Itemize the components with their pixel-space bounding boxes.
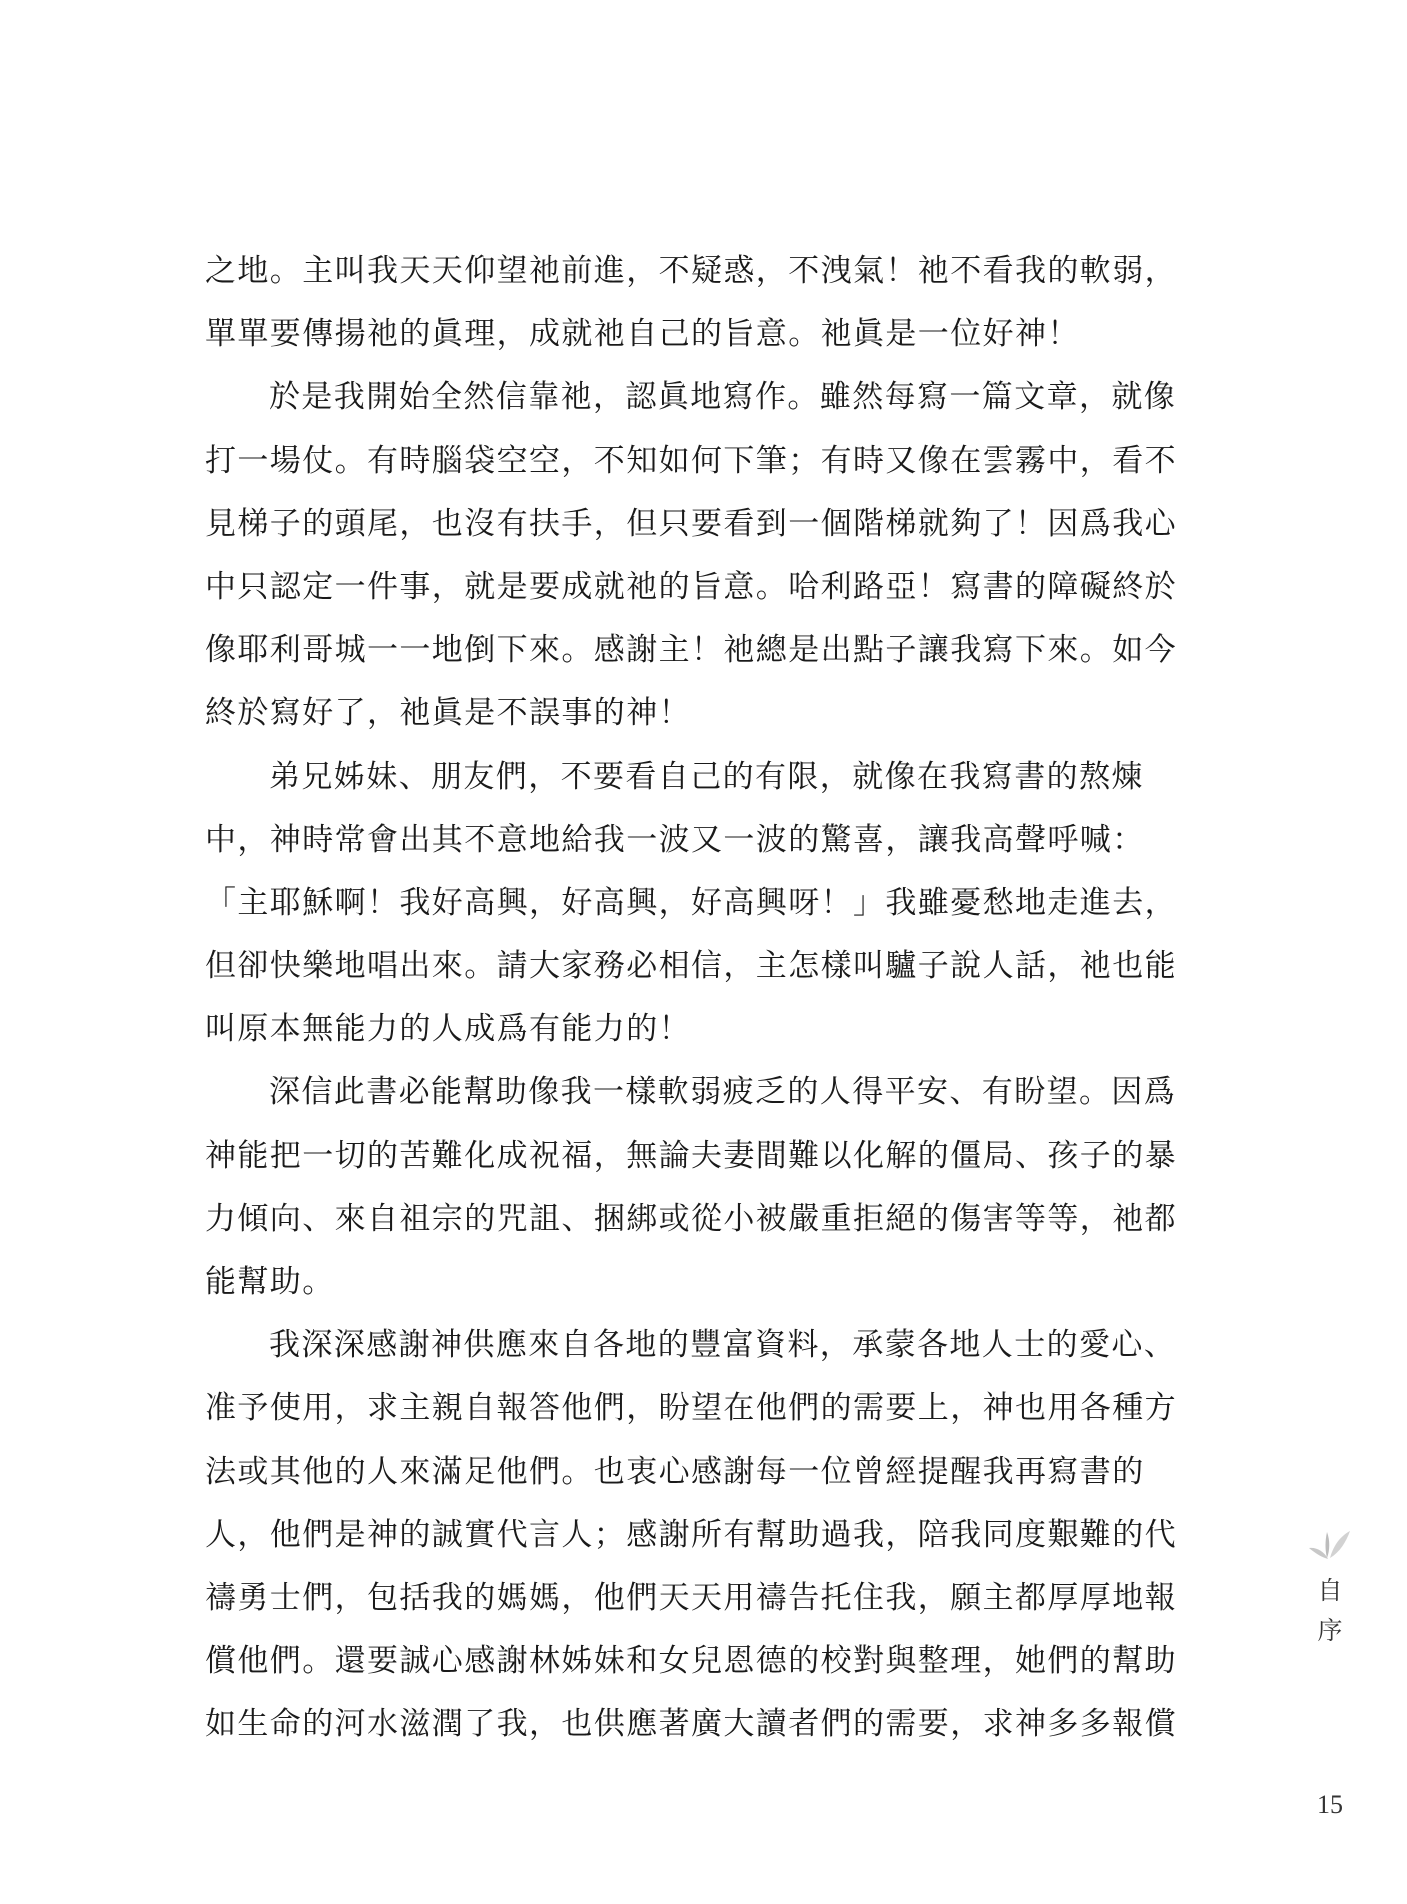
text-line: 打一場仗。有時腦袋空空，不知如何下筆；有時又像在雲霧中，看不 (205, 442, 1177, 479)
text-line: 深信此書必能幫助像我一樣軟弱疲乏的人得平安、有盼望。因爲 (269, 1074, 1177, 1111)
text-line: 但卻快樂地唱出來。請大家務必相信，主怎樣叫驢子說人話，祂也能 (205, 948, 1177, 985)
text-line: 叫原本無能力的人成爲有能力的！ (205, 1011, 691, 1048)
text-line: 力傾向、來自祖宗的咒詛、捆綁或從小被嚴重拒絕的傷害等等，祂都 (205, 1200, 1177, 1237)
text-line: 能幫助。 (205, 1264, 335, 1300)
side-tab-char: 自 (1317, 1576, 1343, 1605)
text-line: 如生命的河水滋潤了我，也供應著廣大讀者們的需要，求神多多報償 (205, 1706, 1177, 1743)
text-line: 我深深感謝神供應來自各地的豐富資料，承蒙各地人士的愛心、 (269, 1327, 1177, 1364)
text-line: 見梯子的頭尾，也沒有扶手，但只要看到一個階梯就夠了！因爲我心 (205, 505, 1177, 542)
text-line: 「主耶穌啊！我好高興，好高興，好高興呀！」我雖憂愁地走進去， (205, 884, 1177, 921)
text-line: 中只認定一件事，就是要成就祂的旨意。哈利路亞！寫書的障礙終於 (205, 568, 1177, 605)
text-line: 償他們。還要誠心感謝林姊妹和女兒恩德的校對與整理，她們的幫助 (205, 1643, 1177, 1680)
text-line: 終於寫好了，祂眞是不誤事的神！ (205, 695, 691, 732)
chapter-side-tab (1300, 1525, 1360, 1651)
text-line: 法或其他的人來滿足他們。也衷心感謝每一位曾經提醒我再寫書的 (205, 1453, 1145, 1490)
text-line: 單單要傳揚祂的眞理，成就祂自己的旨意。祂眞是一位好神！ (205, 316, 1080, 353)
text-line: 禱勇士們，包括我的媽媽，他們天天用禱告托住我，願主都厚厚地報 (205, 1579, 1177, 1616)
side-tab-char: 序 (1317, 1616, 1343, 1645)
page-number: 15 (1317, 1790, 1343, 1819)
text-line: 人，他們是神的誠實代言人；感謝所有幫助過我，陪我同度艱難的代 (205, 1516, 1177, 1553)
body-text (205, 240, 1225, 1757)
text-line: 弟兄姊妹、朋友們，不要看自己的有限，就像在我寫書的熬煉 (269, 758, 1144, 795)
text-line: 中，神時常會出其不意地給我一波又一波的驚喜，讓我高聲呼喊： (205, 821, 1145, 858)
text-line: 之地。主叫我天天仰望祂前進，不疑惑，不洩氣！祂不看我的軟弱， (205, 253, 1177, 289)
text-line: 神能把一切的苦難化成祝福，無論夫妻間難以化解的僵局、孩子的暴 (205, 1137, 1177, 1174)
text-line: 於是我開始全然信靠祂，認眞地寫作。雖然每寫一篇文章，就像 (269, 379, 1177, 416)
leaf-sprout-icon (1306, 1525, 1354, 1565)
text-line: 准予使用，求主親自報答他們，盼望在他們的需要上，神也用各種方 (205, 1390, 1177, 1427)
text-line: 像耶利哥城一一地倒下來。感謝主！祂總是出點子讓我寫下來。如今 (205, 632, 1177, 669)
